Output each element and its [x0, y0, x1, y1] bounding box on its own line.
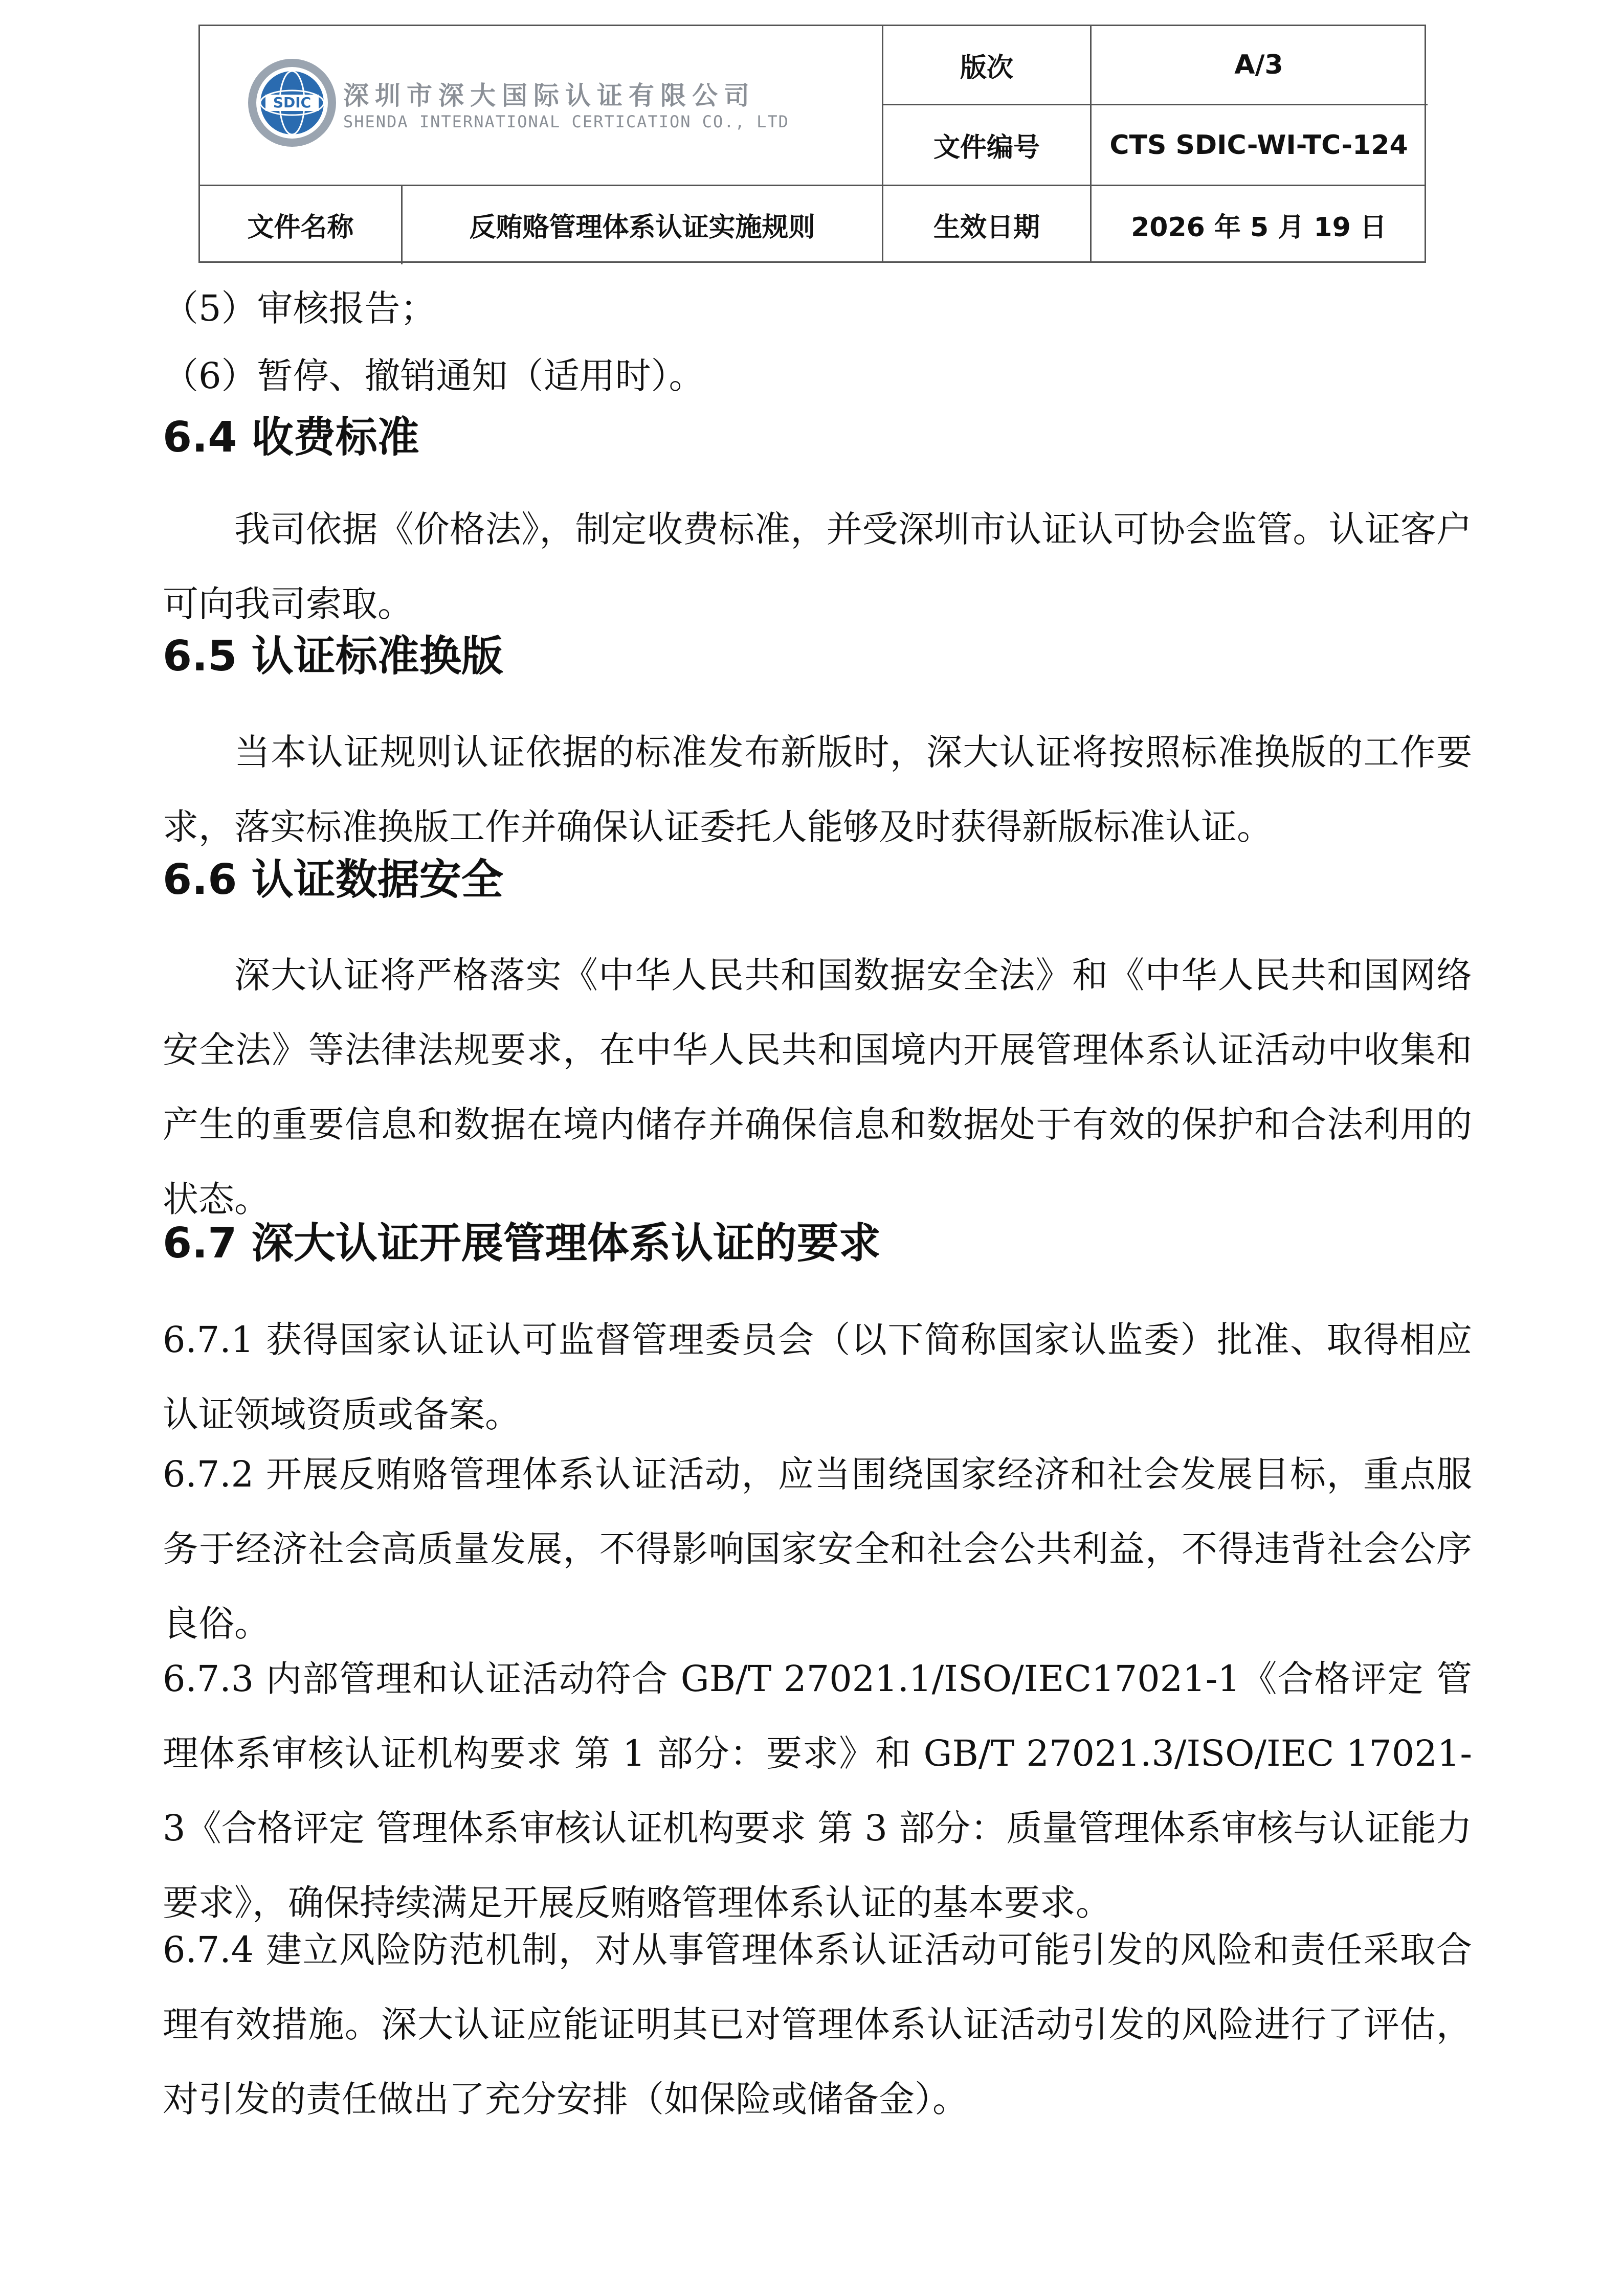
list-item-suspension-notice: （6）暂停、撤销通知（适用时）。 [163, 355, 705, 397]
effective-date-value: 2026 年 5 月 19 日 [1131, 212, 1387, 243]
paragraph-6-7-2: 6.7.2 开展反贿赂管理体系认证活动，应当围绕国家经济和社会发展目标，重点服务于经济社会高质量发展，不得影响国家安全和社会公共利益，不得违背社会公序良俗。 [163, 1453, 1472, 1645]
document-name-label: 文件名称 [247, 212, 354, 243]
section-heading-6-4: 6.4 收费标准 [163, 413, 419, 462]
document-header-table [198, 25, 1426, 263]
section-heading-6-6: 6.6 认证数据安全 [163, 856, 503, 904]
section-heading-6-7: 6.7 深大认证开展管理体系认证的要求 [163, 1219, 881, 1268]
paragraph-6-5: 当本认证规则认证依据的标准发布新版时，深大认证将按照标准换版的工作要求，落实标准换版工作并确保认证委托人能够及时获得新版标准认证。 [163, 731, 1472, 848]
version-label: 版次 [960, 52, 1013, 83]
company-name-cn: 深圳市深大国际认证有限公司 [343, 80, 755, 110]
section-heading-6-5: 6.5 认证标准换版 [163, 632, 503, 681]
paragraph-6-6: 深大认证将严格落实《中华人民共和国数据安全法》和《中华人民共和国网络安全法》等法律法规要求，在中华人民共和国境内开展管理体系认证活动中收集和产生的重要信息和数据在境内储存并确保信息和数据处于有效的保护和合法利用的状态。 [163, 954, 1472, 1220]
company-name-en: SHENDA INTERNATIONAL CERTICATION CO., LTD [343, 112, 789, 131]
document-number-label: 文件编号 [933, 132, 1040, 163]
company-seal-icon [246, 57, 338, 149]
effective-date-label: 生效日期 [933, 212, 1040, 243]
document-name-value: 反贿赂管理体系认证实施规则 [469, 212, 815, 243]
paragraph-6-7-4: 6.7.4 建立风险防范机制，对从事管理体系认证活动可能引发的风险和责任采取合理有效措施。深大认证应能证明其已对管理体系认证活动引发的风险进行了评估，对引发的责任做出了充分安排（如保险或储备金）。 [163, 1929, 1472, 2120]
paragraph-6-7-3: 6.7.3 内部管理和认证活动符合 GB/T 27021.1/ISO/IEC17021-1《合格评定 管理体系审核认证机构要求 第 1 部分：要求》和 GB/T 27021.3/ISO/IEC 17021-3《合格评定 管理体系审核认证机构要求 第 3 部分：质量管理体系审核与认证能力要求》，确保持续满足开展反贿赂管理体系认证的基本要求。 [163, 1658, 1472, 1924]
paragraph-6-4: 我司依据《价格法》，制定收费标准，并受深圳市认证认可协会监管。认证客户可向我司索取。 [163, 508, 1472, 625]
version-value: A/3 [1234, 50, 1283, 80]
document-number-value: CTS SDIC-WI-TC-124 [1109, 129, 1408, 161]
company-logo [246, 57, 911, 159]
logo-text: SDIC [273, 94, 312, 111]
paragraph-6-7-1: 6.7.1 获得国家认证认可监督管理委员会（以下简称国家认监委）批准、取得相应认证领域资质或备案。 [163, 1319, 1472, 1435]
list-item-audit-report: （5）审核报告； [163, 287, 436, 329]
